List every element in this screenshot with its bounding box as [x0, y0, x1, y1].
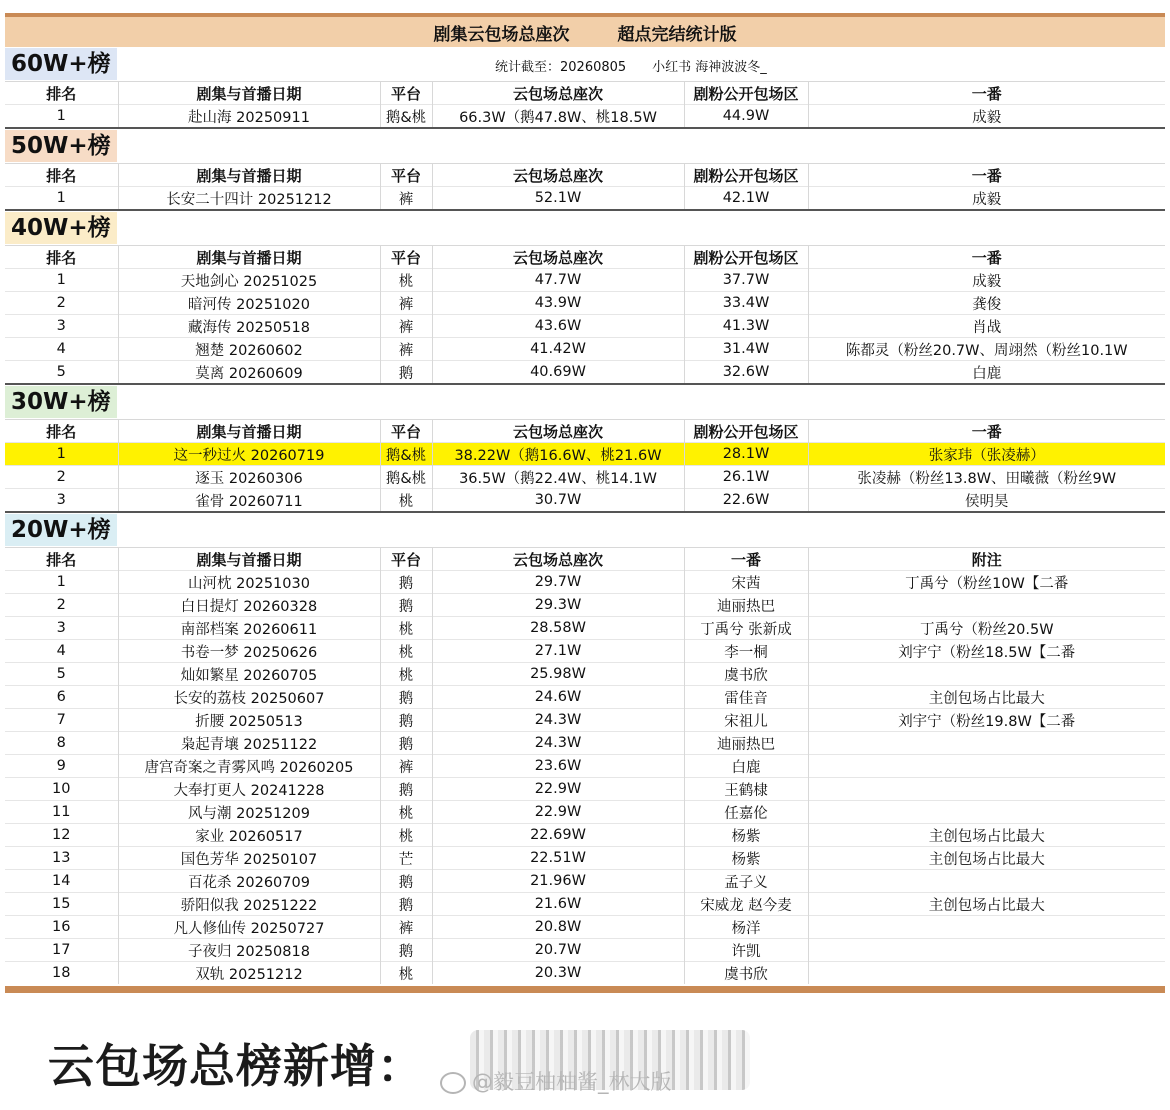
- cell-total: 28.58W: [432, 617, 684, 640]
- cell-lead: 陈都灵（粉丝20.7W、周翊然（粉丝10.1W: [808, 338, 1165, 361]
- stats-info: [495, 56, 767, 75]
- cell-rank: 1: [5, 105, 118, 128]
- cell-total: 66.3W（鹅47.8W、桃18.5W: [432, 105, 684, 128]
- cell-lead: 龚俊: [808, 292, 1165, 315]
- section-header: [5, 47, 1165, 81]
- cell-drama: 子夜归 20250818: [118, 939, 380, 962]
- cell-note: [808, 801, 1165, 824]
- section-header: [5, 385, 1165, 419]
- cell-rank: 1: [5, 443, 118, 466]
- cell-note: 主创包场占比最大: [808, 847, 1165, 870]
- table-row: [5, 663, 1165, 686]
- cell-rank: 2: [5, 594, 118, 617]
- table-row: [5, 824, 1165, 847]
- table-header-row: [5, 164, 1165, 187]
- section-s40: [5, 209, 1165, 383]
- cell-total: 38.22W（鹅16.6W、桃21.6W: [432, 443, 684, 466]
- cell-rank: 14: [5, 870, 118, 893]
- cell-total: 20.7W: [432, 939, 684, 962]
- cell-rank: 11: [5, 801, 118, 824]
- table-row: [5, 187, 1165, 210]
- column-header-rank: 排名: [5, 420, 118, 443]
- cell-fans: 26.1W: [684, 466, 808, 489]
- cell-lead: 白鹿: [684, 755, 808, 778]
- cell-total: 20.8W: [432, 916, 684, 939]
- cell-platform: 裤: [380, 755, 432, 778]
- cell-lead: 迪丽热巴: [684, 732, 808, 755]
- footer-caption: 云包场总榜新增：: [48, 1039, 424, 1093]
- cell-total: 21.6W: [432, 893, 684, 916]
- cell-total: 36.5W（鹅22.4W、桃14.1W: [432, 466, 684, 489]
- column-header-rank: 排名: [5, 246, 118, 269]
- cell-rank: 3: [5, 315, 118, 338]
- cell-lead: 虞书欣: [684, 962, 808, 985]
- column-header-drama: 剧集与首播日期: [118, 82, 380, 105]
- cell-rank: 17: [5, 939, 118, 962]
- cell-fans: 44.9W: [684, 105, 808, 128]
- cell-total: 24.3W: [432, 732, 684, 755]
- cell-drama: 长安的荔枝 20250607: [118, 686, 380, 709]
- cell-note: [808, 870, 1165, 893]
- column-header-total: 云包场总座次: [432, 420, 684, 443]
- table-row: [5, 732, 1165, 755]
- cell-drama: 家业 20260517: [118, 824, 380, 847]
- column-header-total: 云包场总座次: [432, 82, 684, 105]
- cell-platform: 桃: [380, 663, 432, 686]
- cell-total: 22.51W: [432, 847, 684, 870]
- cell-drama: 莫离 20260609: [118, 361, 380, 384]
- cell-drama: 书卷一梦 20250626: [118, 640, 380, 663]
- cell-rank: 5: [5, 361, 118, 384]
- cell-drama: 暗河传 20251020: [118, 292, 380, 315]
- cell-rank: 7: [5, 709, 118, 732]
- cell-total: 21.96W: [432, 870, 684, 893]
- cell-drama: 赴山海 20250911: [118, 105, 380, 128]
- section-s30: [5, 383, 1165, 511]
- table-row: [5, 686, 1165, 709]
- cell-lead: 杨洋: [684, 916, 808, 939]
- cell-lead: 许凯: [684, 939, 808, 962]
- section-label: 20W+榜: [5, 514, 117, 546]
- cell-lead: 成毅: [808, 269, 1165, 292]
- cell-drama: 大奉打更人 20241228: [118, 778, 380, 801]
- cell-note: [808, 732, 1165, 755]
- cell-drama: 凡人修仙传 20250727: [118, 916, 380, 939]
- table-row: [5, 709, 1165, 732]
- cell-lead: 成毅: [808, 105, 1165, 128]
- cell-rank: 12: [5, 824, 118, 847]
- cell-rank: 16: [5, 916, 118, 939]
- cell-fans: 32.6W: [684, 361, 808, 384]
- cell-platform: 鹅: [380, 893, 432, 916]
- cell-note: [808, 663, 1165, 686]
- cell-note: [808, 916, 1165, 939]
- section-label: 40W+榜: [5, 212, 117, 244]
- sheet-subtitle: 超点完结统计版: [617, 24, 737, 45]
- cell-drama: 天地剑心 20251025: [118, 269, 380, 292]
- cell-drama: 逐玉 20260306: [118, 466, 380, 489]
- cell-total: 24.6W: [432, 686, 684, 709]
- table-row: [5, 778, 1165, 801]
- title-bar: [5, 13, 1165, 47]
- ranking-sheet: [5, 13, 1165, 993]
- section-header: [5, 513, 1165, 547]
- cell-platform: 桃: [380, 824, 432, 847]
- cell-rank: 3: [5, 617, 118, 640]
- column-header-rank: 排名: [5, 82, 118, 105]
- table-row: [5, 617, 1165, 640]
- cell-drama: 雀骨 20260711: [118, 489, 380, 512]
- cell-platform: 裤: [380, 292, 432, 315]
- table-header-row: [5, 246, 1165, 269]
- cell-drama: 山河枕 20251030: [118, 571, 380, 594]
- cell-fans: 31.4W: [684, 338, 808, 361]
- cell-platform: 鹅: [380, 571, 432, 594]
- sections: [5, 47, 1165, 984]
- cell-note: 刘宇宁（粉丝18.5W【二番: [808, 640, 1165, 663]
- column-header-fans: 剧粉公开包场区: [684, 420, 808, 443]
- sheet-title: 剧集云包场总座次: [433, 24, 570, 45]
- cell-note: [808, 755, 1165, 778]
- cell-platform: 鹅: [380, 939, 432, 962]
- cell-drama: 翘楚 20260602: [118, 338, 380, 361]
- cell-lead: 宋威龙 赵今麦: [684, 893, 808, 916]
- cell-lead: 任嘉伦: [684, 801, 808, 824]
- table-row: [5, 269, 1165, 292]
- table-row: [5, 640, 1165, 663]
- cell-note: [808, 962, 1165, 985]
- column-header-lead: 一番: [808, 164, 1165, 187]
- cell-platform: 鹅: [380, 870, 432, 893]
- cell-total: 22.9W: [432, 778, 684, 801]
- cell-drama: 百花杀 20260709: [118, 870, 380, 893]
- table-row: [5, 489, 1165, 512]
- column-header-platform: 平台: [380, 164, 432, 187]
- column-header-total: 云包场总座次: [432, 164, 684, 187]
- cell-lead: 白鹿: [808, 361, 1165, 384]
- cell-platform: 鹅&桃: [380, 443, 432, 466]
- cell-platform: 裤: [380, 315, 432, 338]
- cell-lead: 宋茜: [684, 571, 808, 594]
- watermark: [440, 1066, 672, 1096]
- cell-total: 25.98W: [432, 663, 684, 686]
- cell-rank: 10: [5, 778, 118, 801]
- column-header-fans: 剧粉公开包场区: [684, 164, 808, 187]
- column-header-platform: 平台: [380, 82, 432, 105]
- table-row: [5, 962, 1165, 985]
- ranking-table: [5, 245, 1165, 383]
- cell-drama: 枭起青壤 20251122: [118, 732, 380, 755]
- cell-note: 丁禹兮（粉丝20.5W: [808, 617, 1165, 640]
- ranking-table: [5, 419, 1165, 511]
- cell-drama: 长安二十四计 20251212: [118, 187, 380, 210]
- cell-drama: 国色芳华 20250107: [118, 847, 380, 870]
- cell-platform: 鹅: [380, 686, 432, 709]
- table-row: [5, 315, 1165, 338]
- section-label: 50W+榜: [5, 130, 117, 162]
- cell-lead: 虞书欣: [684, 663, 808, 686]
- cell-lead: 雷佳音: [684, 686, 808, 709]
- column-header-note: 附注: [808, 548, 1165, 571]
- cell-rank: 9: [5, 755, 118, 778]
- cell-platform: 桃: [380, 617, 432, 640]
- cell-platform: 芒: [380, 847, 432, 870]
- cell-rank: 1: [5, 571, 118, 594]
- highlighted-row: [5, 443, 1165, 466]
- cell-total: 52.1W: [432, 187, 684, 210]
- column-header-lead: 一番: [684, 548, 808, 571]
- cell-rank: 5: [5, 663, 118, 686]
- column-header-platform: 平台: [380, 420, 432, 443]
- cell-platform: 鹅: [380, 778, 432, 801]
- column-header-total: 云包场总座次: [432, 246, 684, 269]
- cell-rank: 1: [5, 269, 118, 292]
- column-header-lead: 一番: [808, 246, 1165, 269]
- cell-drama: 风与潮 20251209: [118, 801, 380, 824]
- cell-fans: 33.4W: [684, 292, 808, 315]
- cell-total: 47.7W: [432, 269, 684, 292]
- cell-drama: 藏海传 20250518: [118, 315, 380, 338]
- column-header-fans: 剧粉公开包场区: [684, 82, 808, 105]
- cell-lead: 迪丽热巴: [684, 594, 808, 617]
- section-label: 60W+榜: [5, 48, 117, 80]
- cell-fans: 22.6W: [684, 489, 808, 512]
- column-header-drama: 剧集与首播日期: [118, 246, 380, 269]
- cell-total: 20.3W: [432, 962, 684, 985]
- column-header-rank: 排名: [5, 164, 118, 187]
- section-label: 30W+榜: [5, 386, 117, 418]
- section-s50: [5, 127, 1165, 209]
- cell-platform: 鹅: [380, 594, 432, 617]
- table-row: [5, 292, 1165, 315]
- cell-rank: 3: [5, 489, 118, 512]
- cell-drama: 双轨 20251212: [118, 962, 380, 985]
- cell-drama: 南部档案 20260611: [118, 617, 380, 640]
- cell-note: 主创包场占比最大: [808, 893, 1165, 916]
- table-row: [5, 338, 1165, 361]
- table-row: [5, 755, 1165, 778]
- stats-author: 小红书 海神波波冬_: [652, 60, 767, 75]
- cell-total: 23.6W: [432, 755, 684, 778]
- cell-rank: 2: [5, 466, 118, 489]
- cell-note: 丁禹兮（粉丝10W【二番: [808, 571, 1165, 594]
- cell-lead: 侯明昊: [808, 489, 1165, 512]
- cell-platform: 鹅: [380, 361, 432, 384]
- cell-rank: 2: [5, 292, 118, 315]
- cell-platform: 鹅&桃: [380, 466, 432, 489]
- section-s60: [5, 47, 1165, 127]
- cell-rank: 13: [5, 847, 118, 870]
- section-s20: [5, 511, 1165, 984]
- column-header-rank: 排名: [5, 548, 118, 571]
- cell-note: [808, 939, 1165, 962]
- cell-lead: 杨紫: [684, 824, 808, 847]
- cell-platform: 桃: [380, 640, 432, 663]
- cell-rank: 4: [5, 640, 118, 663]
- column-header-drama: 剧集与首播日期: [118, 548, 380, 571]
- cell-rank: 4: [5, 338, 118, 361]
- section-header: [5, 211, 1165, 245]
- cell-lead: 杨紫: [684, 847, 808, 870]
- table-row: [5, 466, 1165, 489]
- cell-total: 22.69W: [432, 824, 684, 847]
- cell-total: 24.3W: [432, 709, 684, 732]
- cell-platform: 桃: [380, 962, 432, 985]
- cell-lead: 张家玮（张凌赫）: [808, 443, 1165, 466]
- table-row: [5, 870, 1165, 893]
- cell-lead: 肖战: [808, 315, 1165, 338]
- cell-total: 29.7W: [432, 571, 684, 594]
- cell-rank: 8: [5, 732, 118, 755]
- column-header-lead: 一番: [808, 420, 1165, 443]
- table-row: [5, 801, 1165, 824]
- cell-lead: 孟子义: [684, 870, 808, 893]
- cell-drama: 骄阳似我 20251222: [118, 893, 380, 916]
- ranking-table: [5, 163, 1165, 209]
- cell-platform: 裤: [380, 187, 432, 210]
- weibo-logo-icon: [440, 1072, 466, 1094]
- cell-rank: 1: [5, 187, 118, 210]
- cell-note: [808, 594, 1165, 617]
- column-header-platform: 平台: [380, 548, 432, 571]
- cell-total: 43.6W: [432, 315, 684, 338]
- column-header-lead: 一番: [808, 82, 1165, 105]
- cell-platform: 裤: [380, 338, 432, 361]
- table-header-row: [5, 548, 1165, 571]
- cell-platform: 桃: [380, 269, 432, 292]
- table-row: [5, 939, 1165, 962]
- cell-total: 43.9W: [432, 292, 684, 315]
- table-row: [5, 594, 1165, 617]
- table-row: [5, 571, 1165, 594]
- cell-rank: 18: [5, 962, 118, 985]
- cell-note: [808, 778, 1165, 801]
- cell-drama: 这一秒过火 20260719: [118, 443, 380, 466]
- cell-lead: 李一桐: [684, 640, 808, 663]
- table-row: [5, 105, 1165, 128]
- cell-platform: 鹅&桃: [380, 105, 432, 128]
- stats-date: 统计截至：20260805: [495, 60, 627, 75]
- cell-fans: 42.1W: [684, 187, 808, 210]
- cell-total: 30.7W: [432, 489, 684, 512]
- cell-platform: 鹅: [380, 709, 432, 732]
- cell-drama: 灿如繁星 20260705: [118, 663, 380, 686]
- cell-drama: 白日提灯 20260328: [118, 594, 380, 617]
- watermark-text: @毅豆柚柚酱_林大版: [472, 1070, 672, 1094]
- cell-fans: 28.1W: [684, 443, 808, 466]
- column-header-fans: 剧粉公开包场区: [684, 246, 808, 269]
- cell-drama: 唐宫奇案之青雾风鸣 20260205: [118, 755, 380, 778]
- cell-total: 40.69W: [432, 361, 684, 384]
- cell-note: 刘宇宁（粉丝19.8W【二番: [808, 709, 1165, 732]
- ranking-table: [5, 547, 1165, 984]
- cell-rank: 6: [5, 686, 118, 709]
- cell-total: 41.42W: [432, 338, 684, 361]
- cell-lead: 王鹤棣: [684, 778, 808, 801]
- cell-rank: 15: [5, 893, 118, 916]
- table-row: [5, 847, 1165, 870]
- cell-note: 主创包场占比最大: [808, 686, 1165, 709]
- ranking-table: [5, 81, 1165, 127]
- cell-total: 22.9W: [432, 801, 684, 824]
- column-header-platform: 平台: [380, 246, 432, 269]
- table-row: [5, 893, 1165, 916]
- table-header-row: [5, 82, 1165, 105]
- cell-platform: 桃: [380, 489, 432, 512]
- bottom-bar: [5, 986, 1165, 993]
- cell-total: 27.1W: [432, 640, 684, 663]
- column-header-drama: 剧集与首播日期: [118, 420, 380, 443]
- cell-fans: 37.7W: [684, 269, 808, 292]
- cell-fans: 41.3W: [684, 315, 808, 338]
- section-header: [5, 129, 1165, 163]
- column-header-total: 云包场总座次: [432, 548, 684, 571]
- cell-lead: 成毅: [808, 187, 1165, 210]
- cell-drama: 折腰 20250513: [118, 709, 380, 732]
- cell-platform: 桃: [380, 801, 432, 824]
- table-row: [5, 916, 1165, 939]
- cell-platform: 裤: [380, 916, 432, 939]
- cell-platform: 鹅: [380, 732, 432, 755]
- cell-lead: 张凌赫（粉丝13.8W、田曦薇（粉丝9W: [808, 466, 1165, 489]
- cell-note: 主创包场占比最大: [808, 824, 1165, 847]
- cell-total: 29.3W: [432, 594, 684, 617]
- cell-lead: 宋祖儿: [684, 709, 808, 732]
- table-header-row: [5, 420, 1165, 443]
- column-header-drama: 剧集与首播日期: [118, 164, 380, 187]
- cell-lead: 丁禹兮 张新成: [684, 617, 808, 640]
- table-row: [5, 361, 1165, 384]
